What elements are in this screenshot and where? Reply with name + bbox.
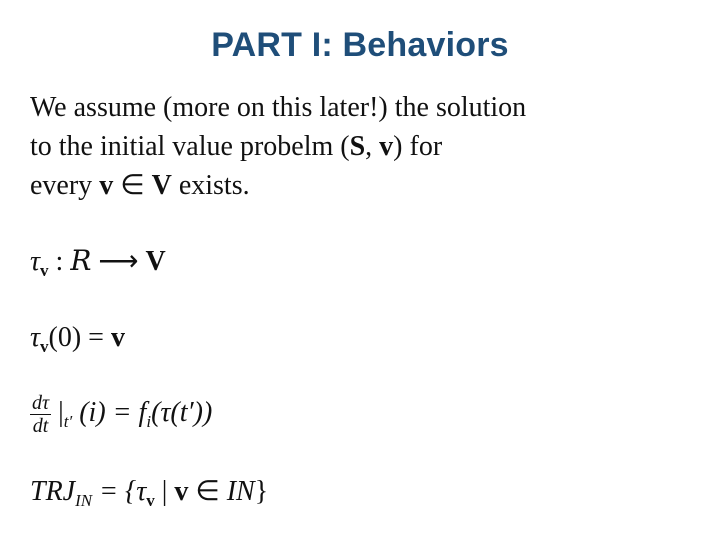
set-open: = {τ xyxy=(92,476,147,507)
derivative-tail: (τ(t′)) xyxy=(151,396,213,428)
symbol-IN: IN xyxy=(226,476,255,507)
intro-paragraph xyxy=(30,88,700,205)
paragraph-line-3 xyxy=(30,166,700,205)
tau-subscript: v xyxy=(40,337,49,356)
long-arrow: ⟶ xyxy=(91,246,146,277)
paragraph-line-2 xyxy=(30,127,700,166)
fraction-numerator: dτ xyxy=(32,392,50,414)
line3-post-text: exists. xyxy=(171,170,250,201)
element-of-symbol: ∈ xyxy=(188,476,227,507)
paragraph-line-1: We assume (more on this later!) the solution xyxy=(30,92,527,123)
fraction-denominator: dt xyxy=(32,415,49,437)
tau-subscript: v xyxy=(146,491,155,510)
tau-symbol: τ xyxy=(30,246,41,277)
symbol-R: R xyxy=(70,244,92,277)
argument-zero: (0) = xyxy=(48,322,111,353)
equation-trajectory-set xyxy=(30,474,268,511)
line3-pre-text: every xyxy=(30,170,100,201)
line2-post-text: ) for xyxy=(393,131,443,162)
evaluation-subscript: t′ xyxy=(63,411,73,431)
equation-trajectory-map xyxy=(30,244,166,281)
equation-derivative xyxy=(30,392,212,437)
evaluation-bar: | xyxy=(51,396,64,428)
symbol-v: v xyxy=(174,476,189,507)
tau-subscript: v xyxy=(40,261,49,280)
set-separator: | xyxy=(154,476,175,507)
line2-separator: , xyxy=(365,131,380,162)
line2-pre-text: to the initial value probelm ( xyxy=(30,131,350,162)
colon: : xyxy=(48,246,71,277)
symbol-v: v xyxy=(99,170,114,201)
tau-symbol: τ xyxy=(30,322,41,353)
set-close: } xyxy=(254,476,269,507)
slide-title-text: PART I: Behaviors xyxy=(211,26,509,64)
element-of-symbol: ∈ xyxy=(113,170,152,201)
symbol-v: v xyxy=(379,131,394,162)
derivative-rhs: (i) = f xyxy=(72,396,147,428)
trj-symbol: TRJ xyxy=(30,476,76,507)
symbol-v: v xyxy=(110,322,125,353)
symbol-S: S xyxy=(349,131,366,162)
trj-subscript: IN xyxy=(75,491,93,510)
derivative-fraction xyxy=(30,392,51,437)
symbol-V: V xyxy=(151,170,172,201)
f-subscript: i xyxy=(146,411,152,431)
symbol-V: V xyxy=(145,246,166,277)
slide-title xyxy=(0,26,720,65)
equation-initial-condition xyxy=(30,322,125,357)
